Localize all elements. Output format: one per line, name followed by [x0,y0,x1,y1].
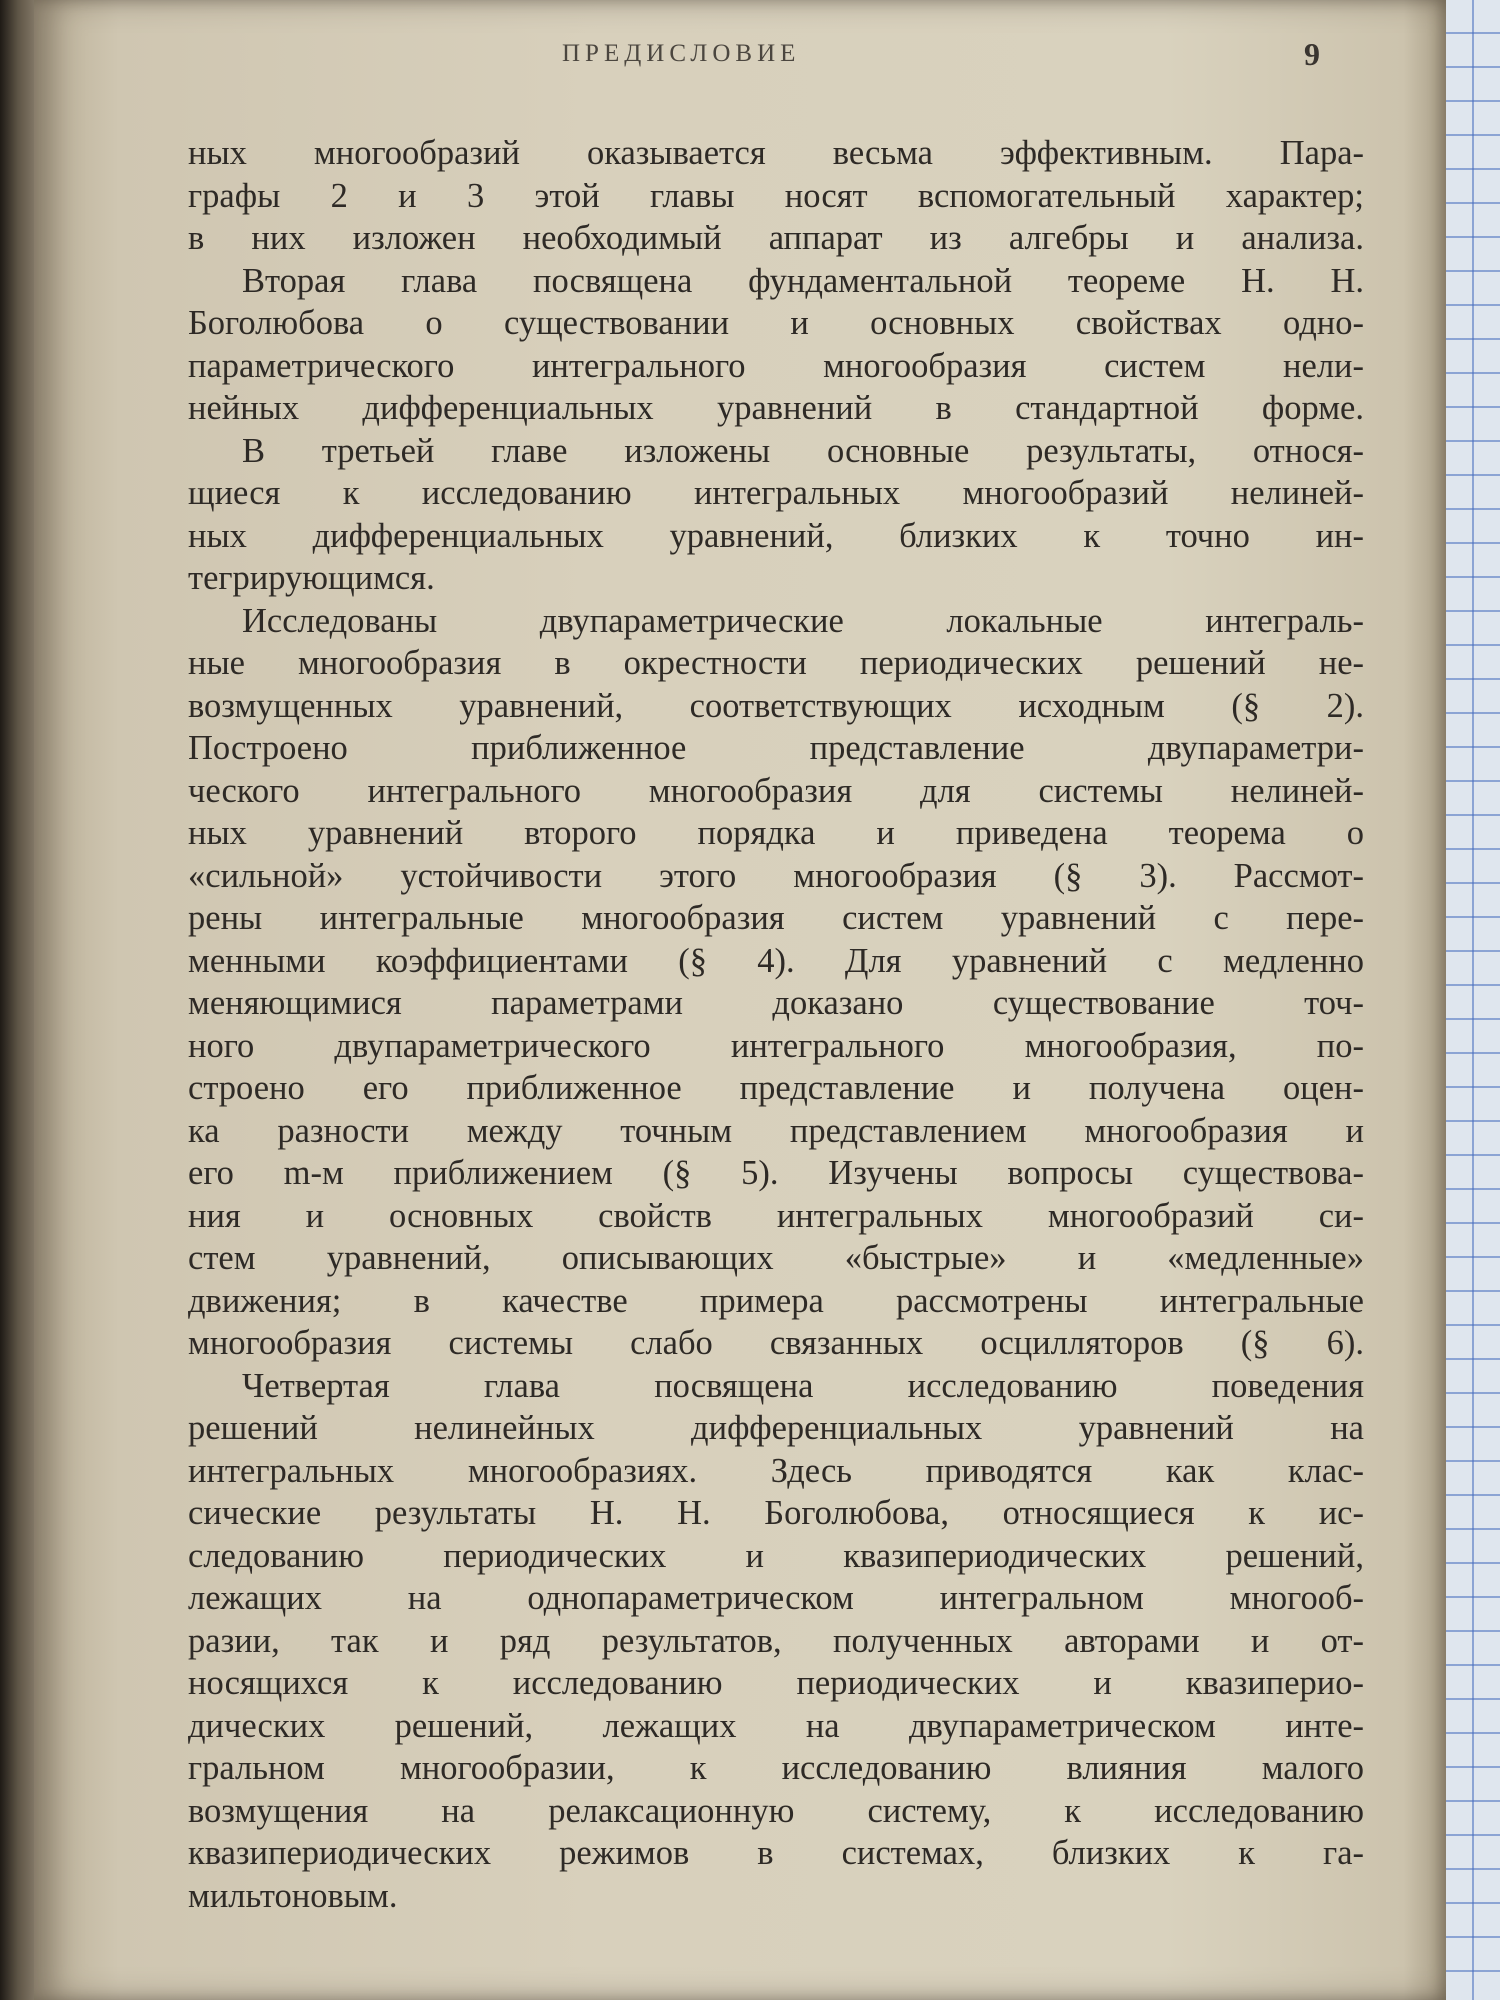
paragraph [188,132,1364,260]
text-line: «сильной» устойчивости этого многообразия (§ 3). Рассмот- [188,856,1364,895]
paragraph [188,260,1364,430]
text-line: В третьей главе изложены основные результаты, относя- [242,431,1364,470]
text-line: дических решений, лежащих на двупараметрическом инте- [188,1706,1364,1745]
text-line: меняющимися параметрами доказано существование точ- [188,984,1364,1022]
text-line: Четвертая глава посвящена исследованию поведения [242,1366,1364,1405]
text-line: ных дифференциальных уравнений, близких к точно ин- [188,516,1364,555]
text-line: ных уравнений второго порядка и приведена теорема о [188,814,1364,852]
text-line: возмущенных уравнений, соответствующих исходным (§ 2). [188,686,1364,725]
text-line: нейных дифференциальных уравнений в стандартной форме. [188,389,1364,427]
text-line: графы 2 и 3 этой главы носят вспомогательный характер; [188,176,1364,215]
text-line: квазипериодических режимов в системах, близких к га- [188,1834,1364,1872]
page-number: 9 [1304,36,1320,72]
text-line: ного двупараметрического интегрального многообразия, по- [188,1026,1364,1065]
text-line: в них изложен необходимый аппарат из алгебры и анализа. [188,219,1364,257]
text-line: ческого интегрального многообразия для системы нелиней- [188,771,1364,810]
paragraph [188,1365,1364,1918]
book-page [34,0,1446,2000]
text-line: следованию периодических и квазипериодических решений, [188,1536,1364,1575]
text-line: Исследованы двупараметрические локальные интеграль- [242,601,1364,640]
text-line: движения; в качестве примера рассмотрены интегральные [188,1281,1364,1320]
text-line: щиеся к исследованию интегральных многообразий нелиней- [188,474,1364,512]
paragraph [188,430,1364,600]
text-line: возмущения на релаксационную систему, к исследованию [188,1791,1364,1830]
paragraph [188,600,1364,1365]
text-line: сические результаты Н. Н. Боголюбова, относящиеся к ис- [188,1494,1364,1532]
text-line: ния и основных свойств интегральных многообразий си- [188,1196,1364,1235]
text-line: носящихся к исследованию периодических и квазиперио- [188,1664,1364,1702]
text-line: ных многообразий оказывается весьма эффективным. Пара- [188,134,1364,172]
text-line: менными коэффициентами (§ 4). Для уравнений с медленно [188,941,1364,980]
text-line: многообразия системы слабо связанных осцилляторов (§ 6). [188,1324,1364,1362]
text-line: Построено приближенное представление двупараметри- [188,729,1364,767]
text-line: лежащих на однопараметрическом интегральном многооб- [188,1579,1364,1617]
text-line: решений нелинейных дифференциальных уравнений на [188,1409,1364,1447]
text-line: интегральных многообразиях. Здесь приводятся как клас- [188,1451,1364,1490]
text-line: ка разности между точным представлением многообразия и [188,1111,1364,1150]
running-head [34,38,1446,78]
text-line: тегрирующимся. [188,559,435,597]
text-line: Вторая глава посвящена фундаментальной теореме Н. Н. [242,261,1364,300]
text-line: гральном многообразии, к исследованию влияния малого [188,1749,1364,1787]
text-line: мильтоновым. [188,1876,398,1915]
text-line: строено его приближенное представление и получена оцен- [188,1069,1364,1107]
body-text [188,132,1364,1917]
text-line: его m-м приближением (§ 5). Изучены вопросы существова- [188,1154,1364,1192]
section-title: ПРЕДИСЛОВИЕ [562,40,801,67]
text-line: параметрического интегрального многообразия систем нели- [188,346,1364,385]
text-line: разии, так и ряд результатов, полученных авторами и от- [188,1621,1364,1660]
text-line: стем уравнений, описывающих «быстрые» и «медленные» [188,1239,1364,1277]
text-line: рены интегральные многообразия систем уравнений с пере- [188,899,1364,937]
text-line: ные многообразия в окрестности периодических решений не- [188,644,1364,682]
text-line: Боголюбова о существовании и основных свойствах одно- [188,304,1364,342]
graph-paper-edge [1438,0,1500,2000]
